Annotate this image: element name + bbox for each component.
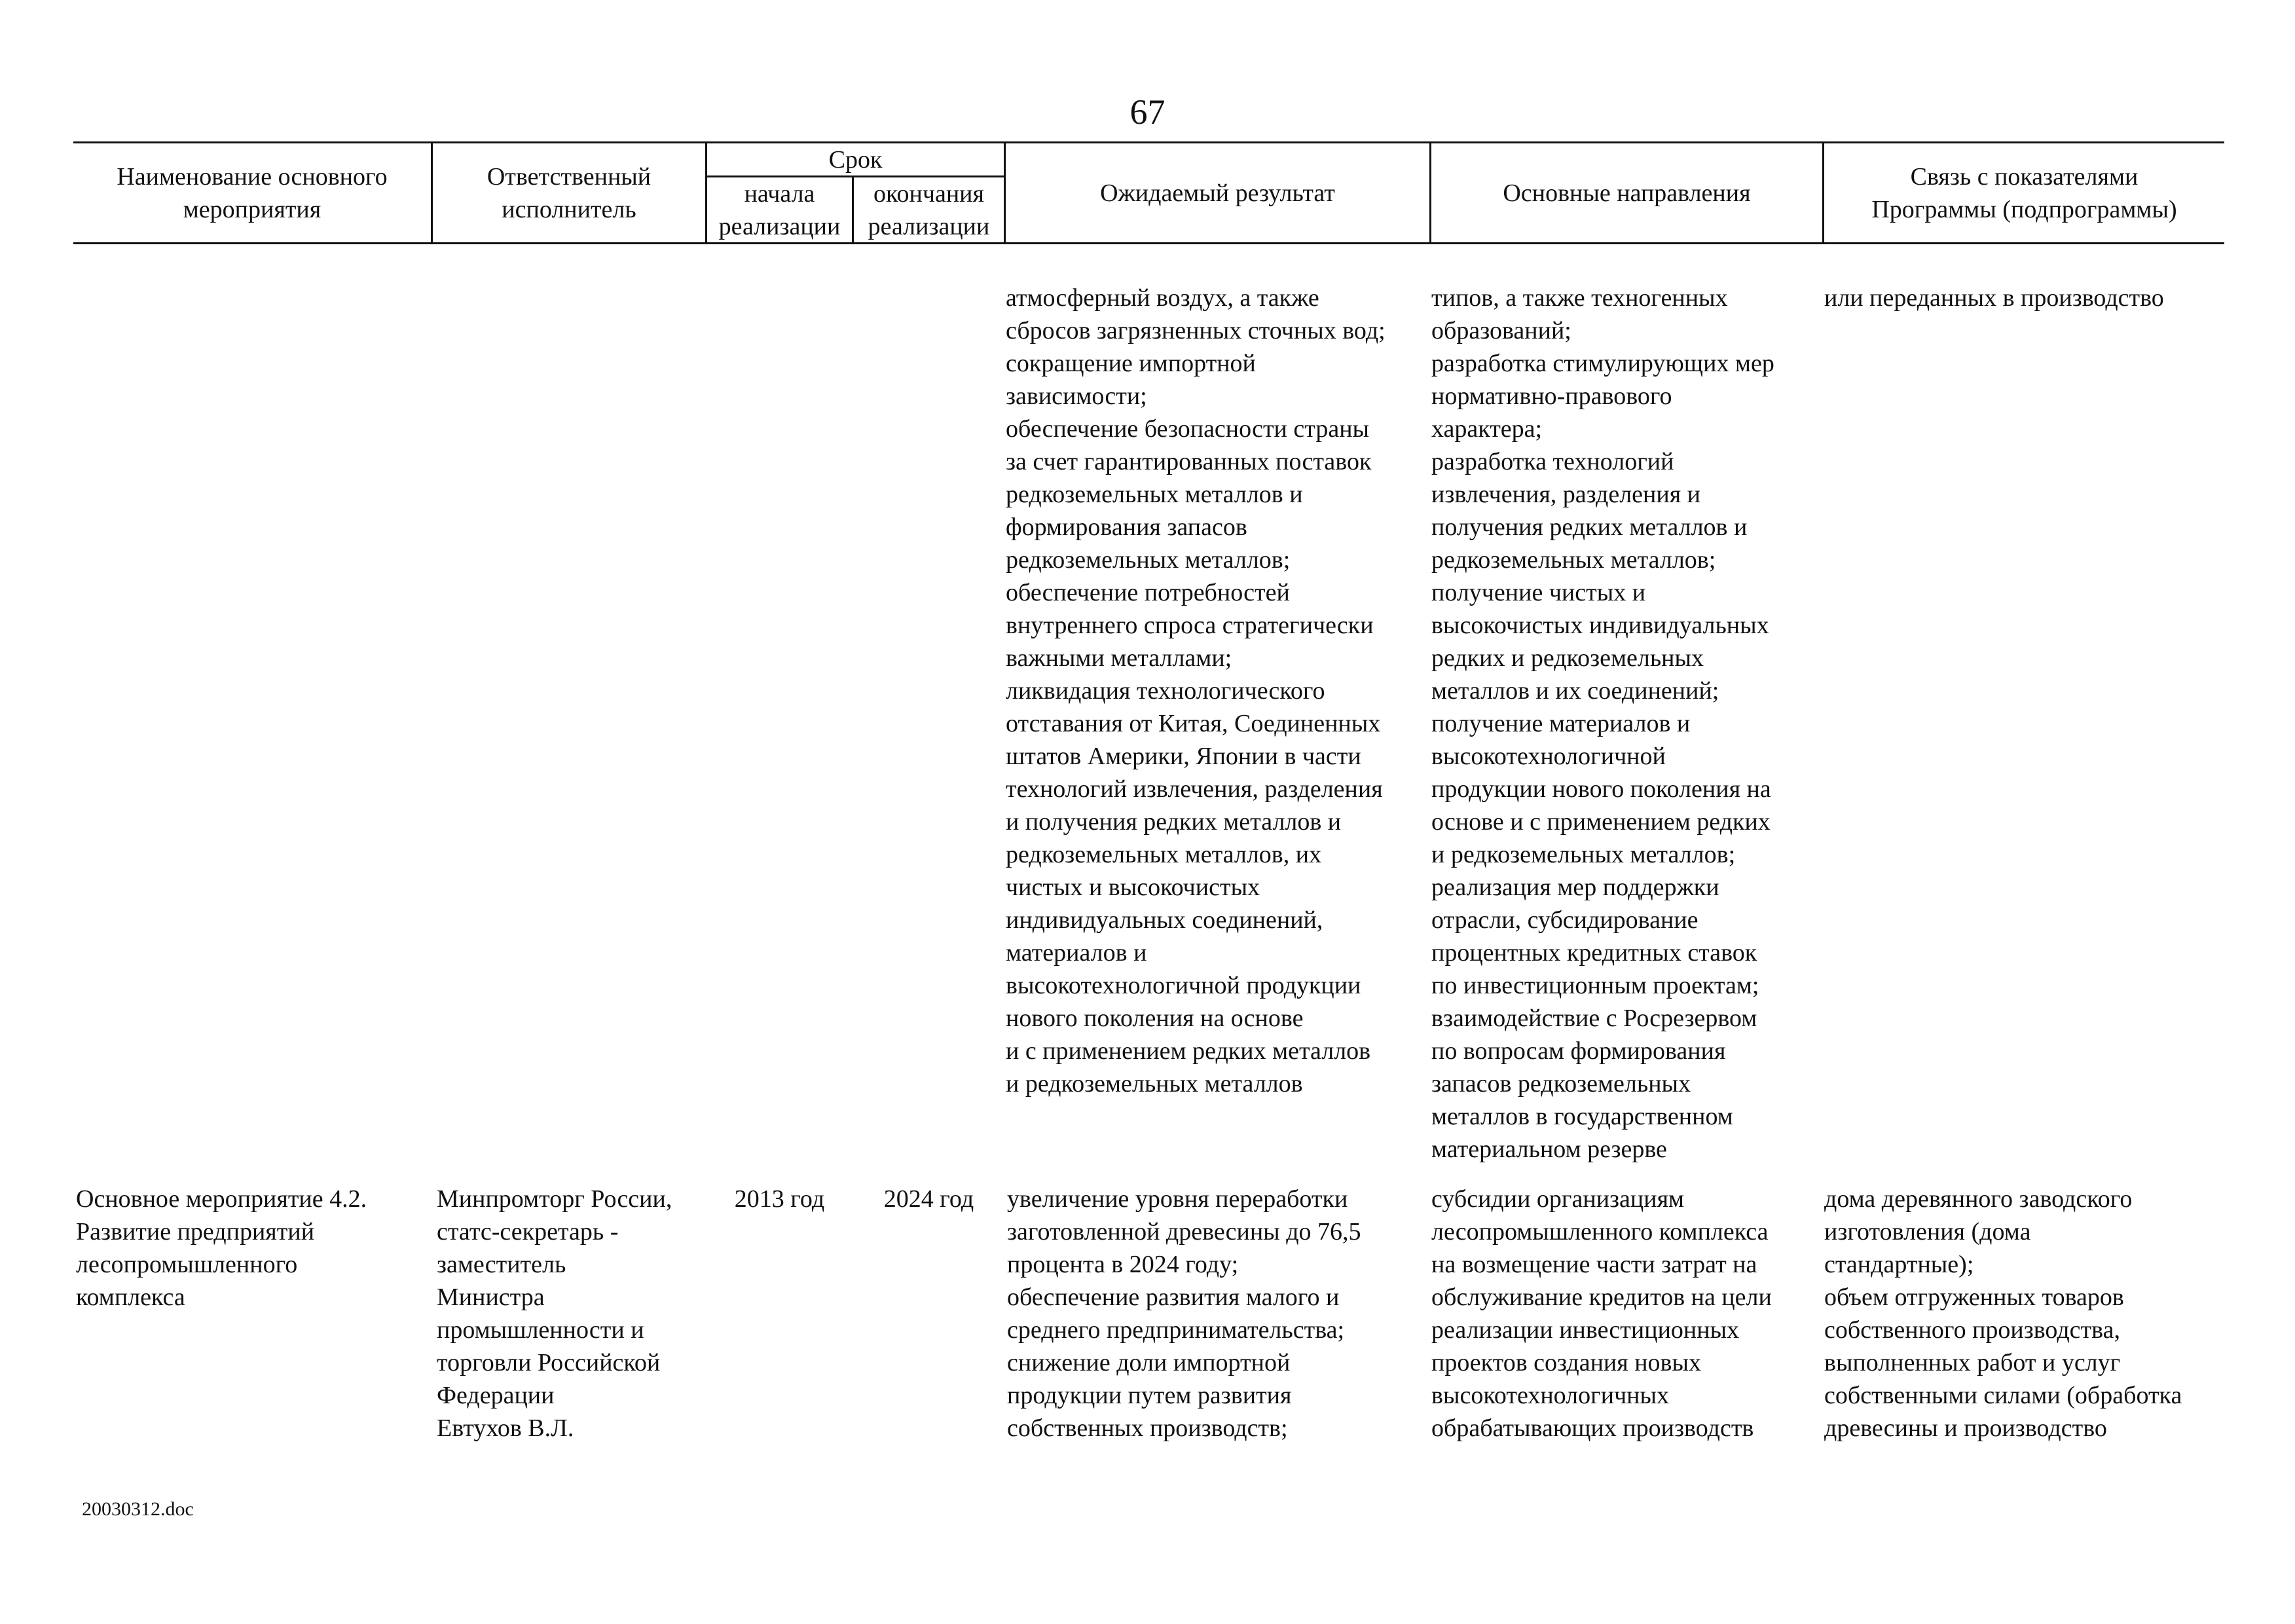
- header-start-text: начала реализации: [718, 179, 841, 240]
- header-executor: [433, 143, 705, 242]
- header-directions-text: Основные направления: [1503, 179, 1751, 207]
- header-end: [854, 177, 1004, 242]
- row2-name: Основное мероприятие 4.2. Развитие предприятий лесопромышленного комплекса: [76, 1185, 367, 1311]
- row2-result: увеличение уровня переработки заготовленной древесины до 76,5 процента в 2024 году; обеспечение развития малого и среднего предпринимательства; снижение доли импортной продукции путем развития собственных производств;: [1007, 1185, 1361, 1442]
- header-end-text: окончания реализации: [868, 179, 990, 240]
- header-result: [1006, 143, 1429, 242]
- header-indicators-text: Связь с показателями Программы (подпрограммы): [1871, 162, 2177, 223]
- header-start: [707, 177, 852, 242]
- row1-indicators: или переданных в производство: [1824, 284, 2164, 312]
- row1-result: атмосферный воздух, а также сбросов загрязненных сточных вод; сокращение импортной зависимости; обеспечение безопасности страны за счет гарантированных поставок редкоземельных металлов и формирования запасов редкоземельных металлов; обеспечение потребностей внутреннего спроса стратегически важными металлами; ликвидация технологического отставания от Китая, Соединенных штатов Америки, Японии в части технологий извлечения, разделения и получения редких металлов и редкоземельных металлов, их чистых и высокочистых индивидуальных соединений, материалов и высокотехнологичной продукции нового поколения на основе и с применением редких металлов и редкоземельных металлов: [1006, 284, 1386, 1098]
- header-bottom-border: [73, 242, 2224, 244]
- header-srok: [707, 143, 1004, 175]
- footer-filename: 20030312.doc: [82, 1498, 194, 1520]
- row2-directions: субсидии организациям лесопромышленного комплекса на возмещение части затрат на обслуживание кредитов на цели реализации инвестиционных проектов создания новых высокотехнологичных обрабатывающих производств: [1431, 1185, 1772, 1442]
- header-name-text: Наименование основного мероприятия: [117, 162, 388, 223]
- row2-executor: Минпромторг России, статс-секретарь - заместитель Министра промышленности и торговли Российской Федерации Евтухов В.Л.: [437, 1185, 672, 1442]
- row2-start: 2013 год: [734, 1185, 825, 1213]
- header-indicators: [1824, 143, 2224, 242]
- header-directions: [1431, 143, 1822, 242]
- row2-indicators: дома деревянного заводского изготовления (дома стандартные); объем отгруженных товаров собственного производства, выполненных работ и услуг собственными силами (обработка древесины и производство: [1824, 1185, 2182, 1442]
- header-result-text: Ожидаемый результат: [1100, 179, 1335, 207]
- page-number: 67: [1129, 92, 1166, 132]
- row1-directions: типов, а также техногенных образований; разработка стимулирующих мер нормативно-правового характера; разработка технологий извлечения, разделения и получения редких металлов и редкоземельных металлов; получение чистых и высокочистых индивидуальных редких и редкоземельных металлов и их соединений; получение материалов и высокотехнологичной продукции нового поколения на основе и с применением редких и редкоземельных металлов; реализация мер поддержки отрасли, субсидирование процентных кредитных ставок по инвестиционным проектам; взаимодействие с Росрезервом по вопросам формирования запасов редкоземельных металлов в государственном материальном резерве: [1431, 284, 1774, 1163]
- header-executor-text: Ответственный исполнитель: [487, 162, 652, 223]
- header-name: [73, 143, 431, 242]
- row2-end: 2024 год: [883, 1185, 974, 1213]
- header-srok-text: Срок: [828, 145, 883, 174]
